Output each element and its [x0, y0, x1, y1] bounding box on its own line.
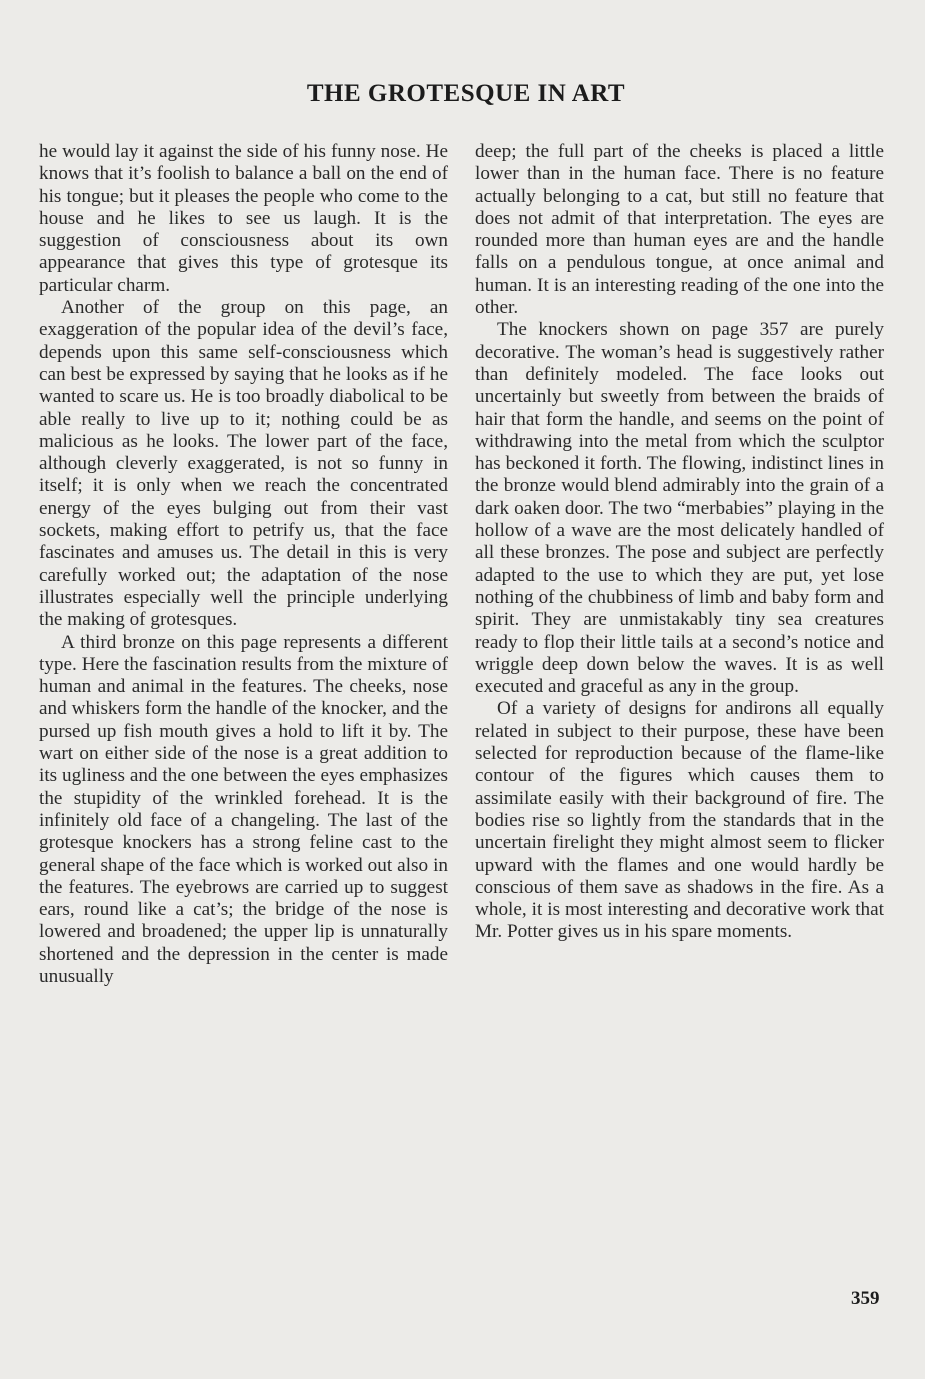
- paragraph: Another of the group on this page, an exaggeration of the popular idea of the devil’s face, depends upon this same self-consciousness which can best be expressed by saying that he looks as if he wanted to scare us. He is too broadly diabolical to be able really to live up to it; nothing could be as malicious as he looks. The lower part of the face, although cleverly exaggerated, is not so funny in itself; it is only when we reach the concentrated energy of the eyes bulging out from their vast sockets, making effort to petrify us, that the face fascinates and amuses us. The detail in this is very carefully worked out; the adaptation of the nose illustrates especially well the principle underlying the making of grotesques.: [39, 297, 448, 631]
- page-title: THE GROTESQUE IN ART: [306, 80, 626, 107]
- right-column: [475, 141, 884, 944]
- paragraph: he would lay it against the side of his funny nose. He knows that it’s foolish to balance a ball on the end of his tongue; but it pleases the people who come to the house and he likes to see us laugh. It is the suggestion of consciousness about its own appearance that gives this type of grotesque its particular charm.: [39, 141, 448, 296]
- paragraph: A third bronze on this page represents a different type. Here the fascination results from the mixture of human and animal in the features. The cheeks, nose and whiskers form the handle of the knocker, and the pursed up fish mouth gives a hold to lift it by. The wart on either side of the nose is a great addition to its ugliness and the one between the eyes emphasizes the stupidity of the wrinkled forehead. It is the infinitely old face of a changeling. The last of the grotesque knockers has a strong feline cast to the general shape of the face which is worked out also in the features. The eyebrows are carried up to suggest ears, round like a cat’s; the bridge of the nose is lowered and broadened; the upper lip is unnaturally shortened and the depression in the center is made unusually: [39, 631, 448, 987]
- left-column: [39, 141, 448, 988]
- paragraph: Of a variety of designs for andirons all equally related in subject to their purpose, these have been selected for reproduction because of the flame-like contour of the figures which causes them to assimilate easily with their background of fire. The bodies rise so lightly from the standards that in the uncertain firelight they might almost seem to flicker upward with the flames and one would hardly be conscious of them save as shadows in the fire. As a whole, it is most interesting and decorative work that Mr. Potter gives us in his spare moments.: [475, 698, 884, 943]
- page-number: 359: [851, 1288, 880, 1309]
- paragraph: The knockers shown on page 357 are purely decorative. The woman’s head is suggestively rather than definitely modeled. The face looks out uncertainly but sweetly from between the braids of hair that form the handle, and seems on the point of withdrawing into the metal from which the sculptor has beckoned it forth. The flowing, indistinct lines in the bronze would blend admirably into the grain of a dark oaken door. The two “merbabies” playing in the hollow of a wave are the most delicately handled of all these bronzes. The pose and subject are perfectly adapted to the use to which they are put, yet lose nothing of the chubbiness of limb and baby form and spirit. They are unmistakably tiny sea creatures ready to flop their little tails at a second’s notice and wriggle deep down below the waves. It is as well executed and graceful as any in the group.: [475, 319, 884, 698]
- paragraph: deep; the full part of the cheeks is placed a little lower than in the human face. There is no feature actually belonging to a cat, but still no feature that does not admit of that interpretation. The eyes are rounded more than human eyes are and the handle falls on a pendulous tongue, at once animal and human. It is an interesting reading of the one into the other.: [475, 141, 884, 319]
